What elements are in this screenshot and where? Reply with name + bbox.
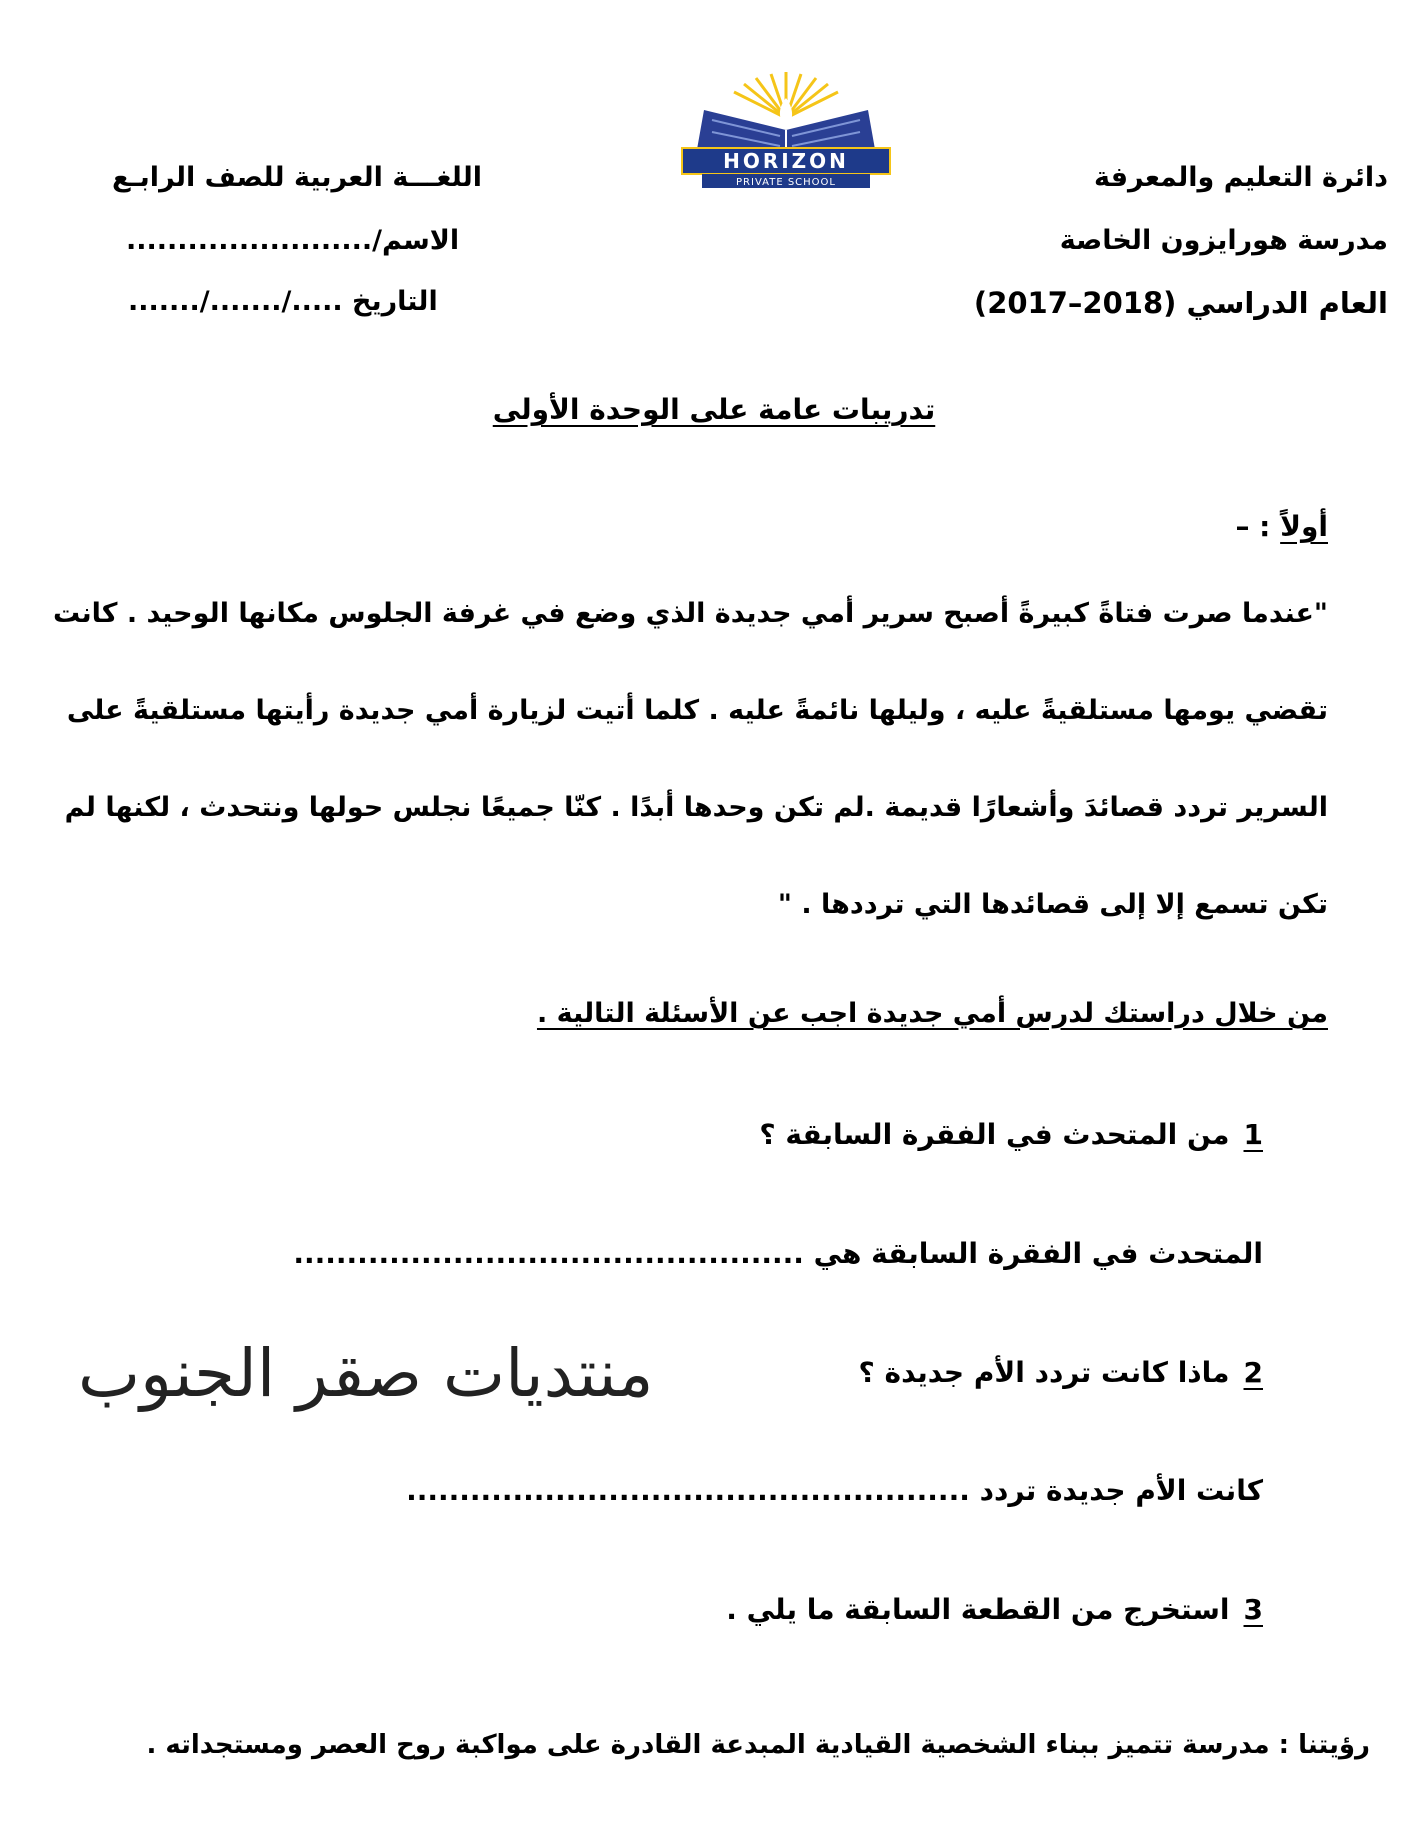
section-heading (1235, 510, 1328, 543)
horizon-logo-icon (676, 70, 896, 195)
subject-grade: اللغـــة العربية للصف الرابـع (112, 162, 483, 193)
question-3-text: استخرج من القطعة السابقة ما يلي . (726, 1593, 1230, 1626)
questions-instruction: من خلال دراستك لدرس أمي جديدة اجب عن الأسئلة التالية . (536, 998, 1328, 1029)
question-3-number: 3 (1243, 1593, 1263, 1626)
question-3 (726, 1593, 1263, 1626)
question-1-number: 1 (1243, 1118, 1263, 1151)
school-logo (676, 70, 896, 195)
question-1-text: من المتحدث في الفقرة السابقة ؟ (759, 1118, 1230, 1151)
passage-line-4: تكن تسمع إلا إلى قصائدها التي ترددها . " (777, 889, 1328, 920)
passage-line-3: السرير تردد قصائدَ وأشعارًا قديمة .لم تكن وحدها أبدًا . كنّا جميعًا نجلس حولها ونتحدث ، لكنها لم (64, 792, 1328, 823)
forum-watermark: منتديات صقر الجنوب (78, 1335, 654, 1412)
academic-year: العام الدراسي (2018–2017) (973, 286, 1388, 320)
question-1 (759, 1118, 1263, 1151)
question-2-text: ماذا كانت تردد الأم جديدة ؟ (858, 1356, 1230, 1389)
answer-2-line: كانت الأم جديدة تردد ..................................................... (406, 1474, 1263, 1507)
section-label: أولاً (1280, 510, 1328, 543)
answer-1-line: المتحدث في الفقرة السابقة هي ................................................ (293, 1237, 1263, 1270)
passage-line-2: تقضي يومها مستلقيةً عليه ، وليلها نائمةً عليه . كلما أتيت لزيارة أمي جديدة رأيتها مستلقيةً على (66, 695, 1328, 726)
worksheet-title: تدريبات عامة على الوحدة الأولى (492, 393, 936, 426)
logo-sub: PRIVATE SCHOOL (736, 177, 836, 188)
date-field: التاريخ ...../......./....... (128, 286, 438, 317)
question-2-number: 2 (1243, 1356, 1263, 1389)
school-name: مدرسة هورايزون الخاصة (1059, 225, 1388, 256)
department-name: دائرة التعليم والمعرفة (1093, 162, 1388, 193)
student-name-field: الاسم/........................ (126, 225, 460, 256)
school-vision-footer: رؤيتنا : مدرسة تتميز ببناء الشخصية القيادية المبدعة القادرة على مواكبة روح العصر ومستجداته . (146, 1730, 1370, 1760)
logo-name: HORIZON (723, 149, 849, 173)
section-suffix: : – (1235, 510, 1281, 543)
question-2 (859, 1356, 1263, 1389)
passage-line-1: "عندما صرت فتاةً كبيرةً أصبح سرير أمي جديدة الذي وضع في غرفة الجلوس مكانها الوحيد . كانت (52, 598, 1328, 629)
